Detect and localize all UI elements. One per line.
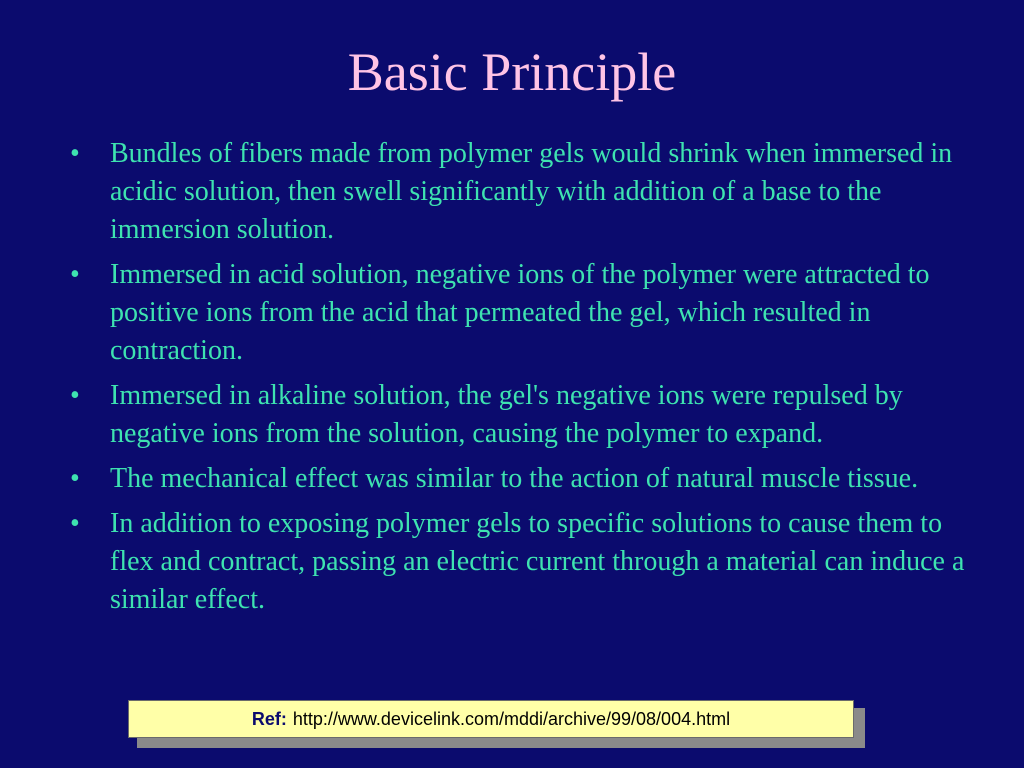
bullet-item <box>70 256 970 370</box>
bullet-dot-icon: • <box>70 380 80 411</box>
bullet-text: In addition to exposing polymer gels to specific solutions to cause them to flex and contract, passing an electric current through a material can induce a similar effect. <box>110 508 965 615</box>
bullet-text: The mechanical effect was similar to the action of natural muscle tissue. <box>110 463 919 494</box>
bullet-text: Immersed in acid solution, negative ions of the polymer were attracted to positive ions from the acid that permeated the gel, which resulted in contraction. <box>110 259 930 366</box>
bullet-item <box>70 505 970 619</box>
bullet-dot-icon: • <box>70 259 80 290</box>
bullet-dot-icon: • <box>70 463 80 494</box>
slide-title: Basic Principle <box>347 42 677 102</box>
bullet-item <box>70 135 970 249</box>
reference-label: Ref: <box>251 708 287 729</box>
bullet-dot-icon: • <box>70 508 80 539</box>
bullet-dot-icon: • <box>70 138 80 169</box>
bullet-list <box>70 135 970 626</box>
bullet-item <box>70 460 970 498</box>
bullet-item <box>70 377 970 453</box>
reference-box <box>128 700 854 738</box>
bullet-text: Bundles of fibers made from polymer gels would shrink when immersed in acidic solution, then swell significantly with addition of a base to the immersion solution. <box>110 138 953 245</box>
bullet-text: Immersed in alkaline solution, the gel's negative ions were repulsed by negative ions from the solution, causing the polymer to expand. <box>110 380 903 449</box>
reference-url[interactable]: http://www.devicelink.com/mddi/archive/99/08/004.html <box>292 708 731 729</box>
